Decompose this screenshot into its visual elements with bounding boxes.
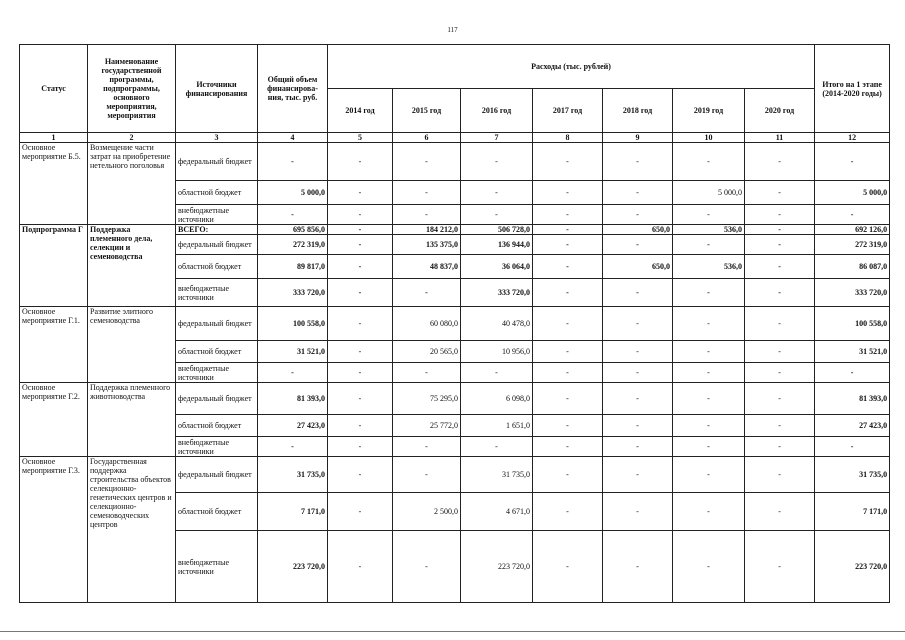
source-cell: областной бюджет: [176, 341, 258, 363]
table-row: [20, 143, 890, 181]
itogo-cell: 27 423,0: [815, 415, 890, 437]
year-value-cell: -: [603, 493, 673, 531]
year-value-cell: -: [461, 363, 533, 383]
total-cell: -: [258, 205, 328, 225]
source-cell: внебюджетные источники: [176, 205, 258, 225]
year-value-cell: -: [603, 437, 673, 457]
year-value-cell: -: [745, 279, 815, 307]
page-number: 117: [447, 26, 458, 34]
year-value-cell: 184 212,0: [393, 225, 461, 235]
year-value-cell: -: [603, 279, 673, 307]
year-value-cell: -: [745, 205, 815, 225]
year-value-cell: 5 000,0: [673, 181, 745, 205]
header-name: Наименование государственной программы, подпрограммы, основного мероприятия, мероприятия: [88, 45, 176, 133]
year-value-cell: -: [393, 279, 461, 307]
source-cell: внебюджетные источники: [176, 363, 258, 383]
year-value-cell: -: [533, 279, 603, 307]
total-cell: 5 000,0: [258, 181, 328, 205]
column-number: 11: [745, 133, 815, 143]
table-row: [20, 457, 890, 493]
year-value-cell: -: [603, 457, 673, 493]
year-value-cell: -: [533, 437, 603, 457]
source-cell: внебюджетные источники: [176, 279, 258, 307]
column-number: 7: [461, 133, 533, 143]
source-cell: областной бюджет: [176, 255, 258, 279]
source-cell: федеральный бюджет: [176, 307, 258, 341]
column-number: 6: [393, 133, 461, 143]
total-cell: 27 423,0: [258, 415, 328, 437]
name-cell: Возмещение части затрат на приобретение нетельного поголовья: [88, 143, 176, 225]
year-value-cell: -: [533, 235, 603, 255]
itogo-cell: -: [815, 143, 890, 181]
year-value-cell: -: [745, 225, 815, 235]
year-value-cell: -: [673, 143, 745, 181]
year-value-cell: 31 735,0: [461, 457, 533, 493]
year-value-cell: -: [393, 205, 461, 225]
status-cell: Основное мероприятие Г.3.: [20, 457, 88, 603]
itogo-cell: 223 720,0: [815, 531, 890, 603]
column-number: 10: [673, 133, 745, 143]
name-cell: Поддержка племенного дела, селекции и семеноводства: [88, 225, 176, 307]
year-value-cell: -: [745, 457, 815, 493]
year-value-cell: 1 651,0: [461, 415, 533, 437]
year-value-cell: -: [745, 383, 815, 415]
year-value-cell: -: [533, 225, 603, 235]
year-value-cell: -: [393, 457, 461, 493]
year-value-cell: -: [328, 255, 393, 279]
year-value-cell: 25 772,0: [393, 415, 461, 437]
header-year: 2019 год: [673, 89, 745, 133]
column-number: 12: [815, 133, 890, 143]
itogo-cell: -: [815, 437, 890, 457]
status-cell: Основное мероприятие Г.2.: [20, 383, 88, 457]
status-cell: Подпрограмма Г: [20, 225, 88, 307]
source-cell: федеральный бюджет: [176, 457, 258, 493]
year-value-cell: -: [328, 205, 393, 225]
total-cell: 100 558,0: [258, 307, 328, 341]
year-value-cell: -: [461, 181, 533, 205]
year-value-cell: -: [673, 415, 745, 437]
year-value-cell: -: [533, 181, 603, 205]
itogo-cell: -: [815, 205, 890, 225]
source-cell: внебюджетные источники: [176, 437, 258, 457]
total-cell: 272 319,0: [258, 235, 328, 255]
year-value-cell: -: [745, 307, 815, 341]
column-number: 5: [328, 133, 393, 143]
year-value-cell: -: [673, 341, 745, 363]
year-value-cell: -: [533, 383, 603, 415]
year-value-cell: -: [603, 341, 673, 363]
year-value-cell: -: [673, 279, 745, 307]
total-cell: -: [258, 143, 328, 181]
year-value-cell: -: [393, 531, 461, 603]
year-value-cell: -: [393, 143, 461, 181]
year-value-cell: -: [393, 181, 461, 205]
name-cell: Государственная поддержка строительства объектов селекционно-генетических центров и селекционно-семеноводческих центров: [88, 457, 176, 603]
year-value-cell: 650,0: [603, 225, 673, 235]
year-value-cell: -: [603, 363, 673, 383]
column-number: 2: [88, 133, 176, 143]
itogo-cell: 31 521,0: [815, 341, 890, 363]
itogo-cell: -: [815, 363, 890, 383]
year-value-cell: 536,0: [673, 255, 745, 279]
itogo-cell: 81 393,0: [815, 383, 890, 415]
year-value-cell: -: [673, 437, 745, 457]
year-value-cell: -: [603, 383, 673, 415]
year-value-cell: -: [328, 225, 393, 235]
year-value-cell: 75 295,0: [393, 383, 461, 415]
year-value-cell: 536,0: [673, 225, 745, 235]
year-value-cell: -: [328, 493, 393, 531]
header-itogo: Итого на 1 этапе (2014-2020 годы): [815, 45, 890, 133]
column-number: 3: [176, 133, 258, 143]
year-value-cell: -: [328, 235, 393, 255]
year-value-cell: -: [328, 457, 393, 493]
total-cell: 31 735,0: [258, 457, 328, 493]
year-value-cell: 2 500,0: [393, 493, 461, 531]
itogo-cell: 272 319,0: [815, 235, 890, 255]
year-value-cell: -: [673, 363, 745, 383]
year-value-cell: -: [533, 205, 603, 225]
year-value-cell: -: [745, 363, 815, 383]
year-value-cell: 650,0: [603, 255, 673, 279]
year-value-cell: -: [328, 363, 393, 383]
year-value-cell: 60 080,0: [393, 307, 461, 341]
year-value-cell: -: [603, 205, 673, 225]
year-value-cell: -: [745, 181, 815, 205]
total-cell: 223 720,0: [258, 531, 328, 603]
year-value-cell: 6 098,0: [461, 383, 533, 415]
year-value-cell: 136 944,0: [461, 235, 533, 255]
year-value-cell: -: [533, 363, 603, 383]
column-number: 4: [258, 133, 328, 143]
header-status: Статус: [20, 45, 88, 133]
year-value-cell: -: [745, 415, 815, 437]
year-value-cell: -: [533, 493, 603, 531]
name-cell: Поддержка племенного животноводства: [88, 383, 176, 457]
year-value-cell: 4 671,0: [461, 493, 533, 531]
year-value-cell: -: [603, 143, 673, 181]
year-value-cell: -: [328, 437, 393, 457]
year-value-cell: -: [533, 255, 603, 279]
year-value-cell: -: [603, 415, 673, 437]
name-cell: Развитие элитного семеноводства: [88, 307, 176, 383]
year-value-cell: -: [533, 457, 603, 493]
year-value-cell: -: [393, 363, 461, 383]
source-cell: федеральный бюджет: [176, 383, 258, 415]
year-value-cell: -: [533, 531, 603, 603]
total-cell: 81 393,0: [258, 383, 328, 415]
status-cell: Основное мероприятие Г.1.: [20, 307, 88, 383]
header-year: 2018 год: [603, 89, 673, 133]
year-value-cell: -: [328, 341, 393, 363]
header-total: Общий объем финансирова-ния, тыс. руб.: [258, 45, 328, 133]
header-year: 2017 год: [533, 89, 603, 133]
total-cell: 333 720,0: [258, 279, 328, 307]
header-year: 2015 год: [393, 89, 461, 133]
year-value-cell: 333 720,0: [461, 279, 533, 307]
column-number: 1: [20, 133, 88, 143]
year-value-cell: -: [673, 383, 745, 415]
header-year: 2016 год: [461, 89, 533, 133]
year-value-cell: -: [328, 143, 393, 181]
year-value-cell: -: [745, 341, 815, 363]
header-year: 2020 год: [745, 89, 815, 133]
year-value-cell: -: [328, 383, 393, 415]
source-cell: областной бюджет: [176, 181, 258, 205]
table-row: [20, 383, 890, 415]
year-value-cell: -: [673, 457, 745, 493]
header-expenses: Расходы (тыс. рублей): [328, 45, 815, 89]
year-value-cell: -: [603, 181, 673, 205]
year-value-cell: -: [328, 279, 393, 307]
year-value-cell: -: [393, 437, 461, 457]
year-value-cell: -: [745, 143, 815, 181]
year-value-cell: -: [461, 437, 533, 457]
column-number: 9: [603, 133, 673, 143]
source-cell: ВСЕГО:: [176, 225, 258, 235]
year-value-cell: -: [745, 531, 815, 603]
itogo-cell: 31 735,0: [815, 457, 890, 493]
source-cell: федеральный бюджет: [176, 143, 258, 181]
total-cell: -: [258, 437, 328, 457]
table-row: [20, 307, 890, 341]
column-number: 8: [533, 133, 603, 143]
year-value-cell: -: [533, 143, 603, 181]
year-value-cell: 40 478,0: [461, 307, 533, 341]
year-value-cell: -: [328, 531, 393, 603]
year-value-cell: 135 375,0: [393, 235, 461, 255]
source-cell: областной бюджет: [176, 493, 258, 531]
year-value-cell: -: [673, 531, 745, 603]
budget-table: [19, 44, 890, 603]
header-year: 2014 год: [328, 89, 393, 133]
year-value-cell: 36 064,0: [461, 255, 533, 279]
itogo-cell: 86 087,0: [815, 255, 890, 279]
year-value-cell: -: [673, 235, 745, 255]
year-value-cell: -: [673, 307, 745, 341]
year-value-cell: -: [328, 415, 393, 437]
itogo-cell: 7 171,0: [815, 493, 890, 531]
year-value-cell: 20 565,0: [393, 341, 461, 363]
year-value-cell: -: [533, 341, 603, 363]
year-value-cell: 48 837,0: [393, 255, 461, 279]
page-bottom-rule: [0, 631, 905, 632]
year-value-cell: 223 720,0: [461, 531, 533, 603]
year-value-cell: -: [603, 307, 673, 341]
year-value-cell: -: [673, 205, 745, 225]
year-value-cell: 506 728,0: [461, 225, 533, 235]
itogo-cell: 692 126,0: [815, 225, 890, 235]
itogo-cell: 333 720,0: [815, 279, 890, 307]
header-sources: Источники финансирования: [176, 45, 258, 133]
total-cell: 7 171,0: [258, 493, 328, 531]
year-value-cell: -: [745, 493, 815, 531]
itogo-cell: 100 558,0: [815, 307, 890, 341]
year-value-cell: -: [328, 307, 393, 341]
year-value-cell: -: [673, 493, 745, 531]
table-row: [20, 225, 890, 235]
total-cell: -: [258, 363, 328, 383]
total-cell: 695 856,0: [258, 225, 328, 235]
itogo-cell: 5 000,0: [815, 181, 890, 205]
source-cell: федеральный бюджет: [176, 235, 258, 255]
year-value-cell: -: [328, 181, 393, 205]
year-value-cell: -: [603, 531, 673, 603]
source-cell: внебюджетные источники: [176, 531, 258, 603]
year-value-cell: -: [461, 205, 533, 225]
total-cell: 89 817,0: [258, 255, 328, 279]
source-cell: областной бюджет: [176, 415, 258, 437]
year-value-cell: -: [461, 143, 533, 181]
year-value-cell: -: [533, 307, 603, 341]
year-value-cell: 10 956,0: [461, 341, 533, 363]
year-value-cell: -: [603, 235, 673, 255]
total-cell: 31 521,0: [258, 341, 328, 363]
year-value-cell: -: [745, 255, 815, 279]
year-value-cell: -: [745, 437, 815, 457]
year-value-cell: -: [533, 415, 603, 437]
status-cell: Основное мероприятие Б.5.: [20, 143, 88, 225]
year-value-cell: -: [745, 235, 815, 255]
